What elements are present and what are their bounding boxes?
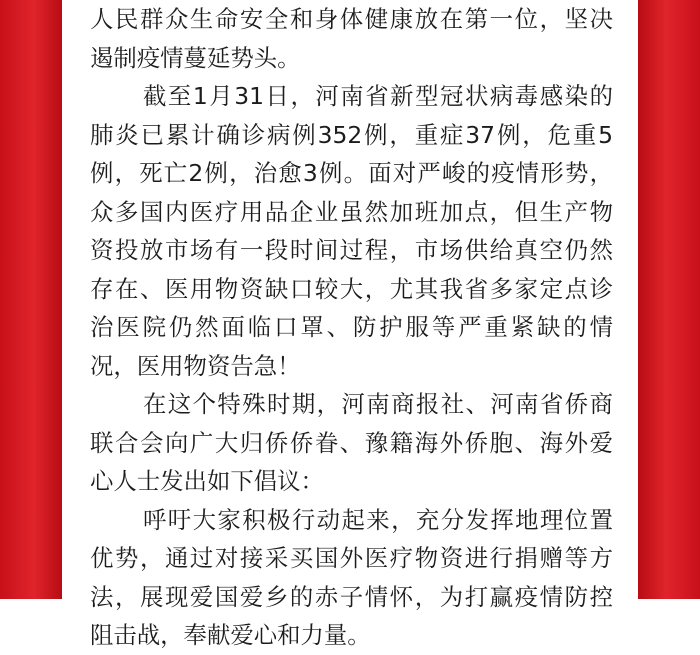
text-line-7: 资投放市场有一段时间过程，市场供给真空仍然 xyxy=(90,236,613,264)
text-line-17: 阻击战，奉献爱心和力量。 xyxy=(90,621,371,649)
text-line-10: 况，医用物资告急！ xyxy=(90,351,301,380)
left-red-border xyxy=(0,0,62,599)
text-line-14: 呼吁大家积极行动起来，充分发挥地理位置 xyxy=(143,505,613,534)
right-red-border xyxy=(638,0,700,599)
text-line-13: 心人士发出如下倡议： xyxy=(90,467,324,495)
text-line-8: 存在、医用物资缺口较大，尤其我省多家定点诊 xyxy=(90,274,613,303)
text-line-15: 优势，通过对接采买国外医疗物资进行捐赠等方 xyxy=(90,544,613,572)
text-line-4: 肺炎已累计确诊病例352例，重症37例，危重5 xyxy=(90,120,613,149)
text-line-12: 联合会向广大归侨侨眷、豫籍海外侨胞、海外爱 xyxy=(90,428,613,457)
text-line-3: 截至1月31日，河南省新型冠状病毒感染的 xyxy=(143,82,613,110)
document-body xyxy=(90,0,613,655)
text-line-11: 在这个特殊时期，河南商报社、河南省侨商 xyxy=(143,390,613,418)
text-line-9: 治医院仍然面临口罩、防护服等严重紧缺的情 xyxy=(90,313,613,341)
text-line-16: 法，展现爱国爱乡的赤子情怀，为打赢疫情防控 xyxy=(90,582,613,611)
text-line-5: 例，死亡2例，治愈3例。面对严峻的疫情形势， xyxy=(90,159,613,187)
text-line-2: 遏制疫情蔓延势头。 xyxy=(90,43,301,72)
text-line-6: 众多国内医疗用品企业虽然加班加点，但生产物 xyxy=(90,197,613,226)
text-line-1: 人民群众生命安全和身体健康放在第一位，坚决 xyxy=(90,5,613,33)
